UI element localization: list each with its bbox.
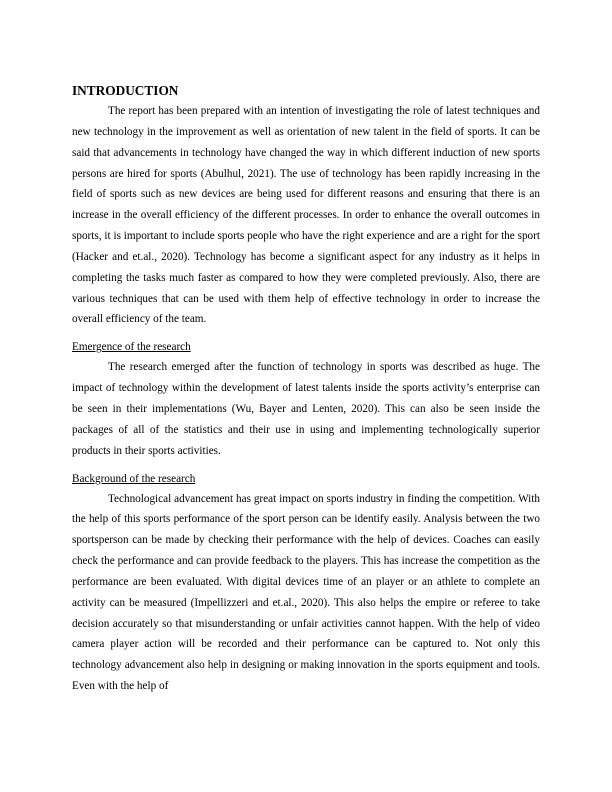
section-heading-introduction: INTRODUCTION	[72, 83, 179, 98]
introduction-paragraph: The report has been prepared with an intention of investigating the role of latest techniques and new technology in the improvement as well as orientation of new talent in the field of sports. It can be said that advancements in technology have changed the way in which different induction of new sports persons are hired for sports (Abulhul, 2021). The use of technology has been rapidly increasing in the field of sports such as new devices are being used for different reasons and ensuring that there is an increase in the overall efficiency of the different processes. In order to enhance the overall outcomes in sports, it is important to include sports people who have the right experience and are a right for the sport (Hacker and et.al., 2020). Technology has become a significant aspect for any industry as it helps in completing the tasks much faster as compared to how they were completed previously. Also, there are various techniques that can be used with them help of effective technology in order to increase the overall efficiency of the team.	[72, 105, 540, 326]
section-heading-background: Background of the research	[72, 472, 196, 485]
page-content	[72, 82, 540, 697]
section-heading-emergence: Emergence of the research	[72, 341, 191, 354]
emergence-paragraph: The research emerged after the function of technology in sports was described as huge. The impact of technology within the development of latest talents inside the sports activity’s enterprise can be seen in their implementations (Wu, Bayer and Lenten, 2020). This can also be seen inside the packages of all of the statistics and their use in using and implementing technologically superior products in their sports activities.	[72, 361, 540, 457]
background-paragraph: Technological advancement has great impact on sports industry in finding the competition. With the help of this sports performance of the sport person can be identify easily. Analysis between the two sportsperson can be made by checking their performance with the help of devices. Coaches can easily check the performance and can provide feedback to the players. This has increase the competition as the performance are been evaluated. With digital devices time of an player or an athlete to complete an activity can be measured (Impellizzeri and et.al., 2020). This also helps the empire or referee to take decision accurately so that misunderstanding or unfair activities cannot happen. With the help of video camera player action will be recorded and their performance can be captured to. Not only this technology advancement also help in designing or making innovation in the sports equipment and tools. Even with the help of	[72, 492, 540, 693]
